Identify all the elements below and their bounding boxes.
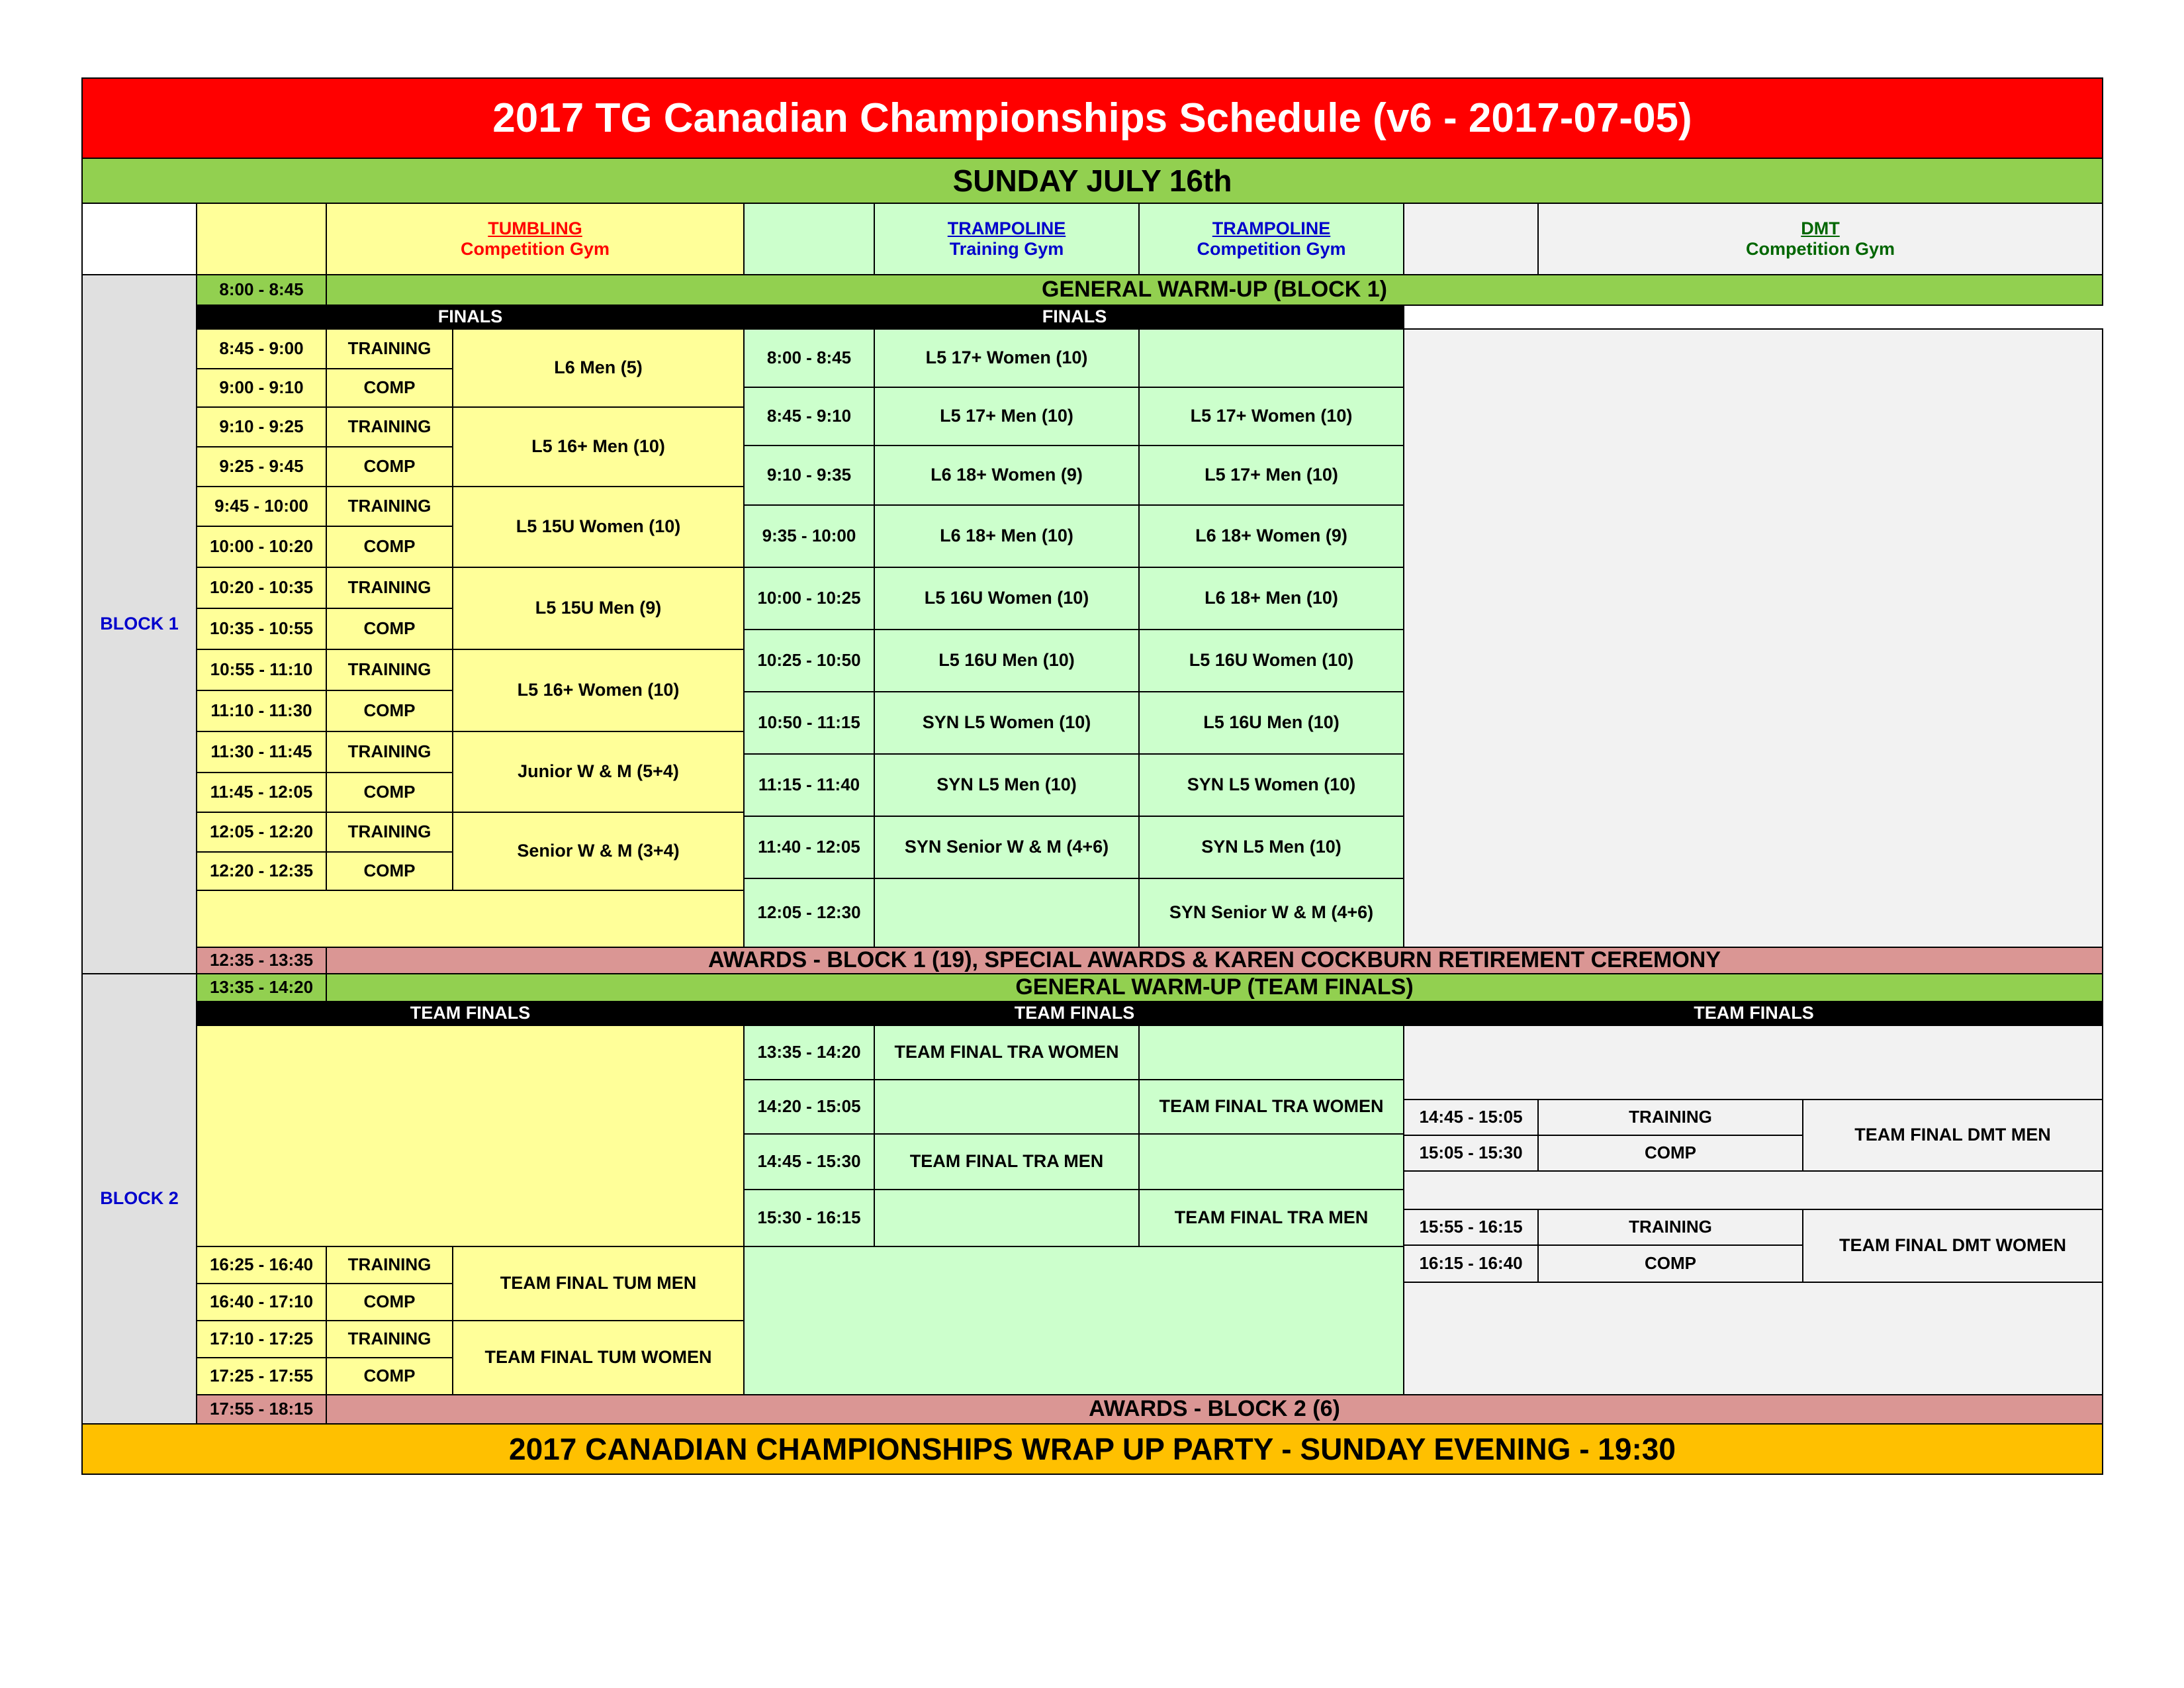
tra-competition-event: L6 18+ Men (10) xyxy=(1138,567,1404,630)
tra-time: 11:15 - 11:40 xyxy=(743,753,875,817)
tum-type: TRAINING xyxy=(326,567,453,609)
tra-training-event: TEAM FINAL TRA WOMEN xyxy=(874,1025,1140,1080)
tum-time: 9:45 - 10:00 xyxy=(196,486,327,527)
tra-training-event: L5 17+ Men (10) xyxy=(874,387,1140,446)
tra-time: 11:40 - 12:05 xyxy=(743,816,875,879)
block1-label: BLOCK 1 xyxy=(81,274,197,974)
header-dmt-link[interactable]: DMT xyxy=(1801,218,1840,238)
tum-type: TRAINING xyxy=(326,328,453,369)
tra-training-event: TEAM FINAL TRA MEN xyxy=(874,1133,1140,1190)
header-dmt-sub: Competition Gym xyxy=(1745,239,1895,259)
trampoline-team-finals-label: TEAM FINALS xyxy=(1014,1003,1135,1023)
tra-competition-event: L5 17+ Women (10) xyxy=(1138,387,1404,446)
tum-event: TEAM FINAL TUM MEN xyxy=(452,1246,745,1321)
tra-training-event: L6 18+ Men (10) xyxy=(874,504,1140,568)
dmt-type: COMP xyxy=(1537,1135,1803,1172)
tum-time: 10:20 - 10:35 xyxy=(196,567,327,609)
dmt-empty-mid xyxy=(1403,1170,2103,1210)
header-dmt xyxy=(1537,203,2103,275)
tum-time: 9:00 - 9:10 xyxy=(196,368,327,408)
tumbling-finals-label: FINALS xyxy=(437,306,503,327)
tum-type: TRAINING xyxy=(326,486,453,527)
trampoline-finals-label: FINALS xyxy=(1042,306,1107,327)
tum-empty-row xyxy=(196,890,745,948)
tra-time: 14:20 - 15:05 xyxy=(743,1079,875,1135)
block1-warmup-time: 8:00 - 8:45 xyxy=(196,274,327,306)
header-blank-block xyxy=(81,203,197,275)
tra-time: 14:45 - 15:30 xyxy=(743,1133,875,1190)
dmt-time: 15:05 - 15:30 xyxy=(1403,1135,1539,1172)
tum-type: TRAINING xyxy=(326,812,453,853)
tum-type: TRAINING xyxy=(326,1320,453,1358)
tum-time: 9:25 - 9:45 xyxy=(196,446,327,487)
tra-training-event xyxy=(874,1079,1140,1135)
tra-training-event: L5 16U Women (10) xyxy=(874,567,1140,630)
dmt-event: TEAM FINAL DMT MEN xyxy=(1802,1099,2103,1172)
tra-training-event: SYN L5 Men (10) xyxy=(874,753,1140,817)
tum-time: 11:45 - 12:05 xyxy=(196,772,327,813)
tra-time: 15:30 - 16:15 xyxy=(743,1189,875,1247)
dmt-empty-bottom xyxy=(1403,1282,2103,1395)
tra-competition-event: TEAM FINAL TRA WOMEN xyxy=(1138,1079,1404,1135)
tum-type: COMP xyxy=(326,1283,453,1321)
block2-tumbling-empty xyxy=(196,1025,745,1247)
tum-time: 10:35 - 10:55 xyxy=(196,608,327,650)
header-tumbling-sub: Competition Gym xyxy=(460,239,610,259)
header-blank-time xyxy=(196,203,327,275)
tum-time: 9:10 - 9:25 xyxy=(196,406,327,447)
block2-warmup-time: 13:35 - 14:20 xyxy=(196,973,327,1002)
tra-competition-event: L5 17+ Men (10) xyxy=(1138,445,1404,506)
tra-training-event: L5 16U Men (10) xyxy=(874,629,1140,692)
tra-time: 8:00 - 8:45 xyxy=(743,328,875,388)
tum-event: Junior W & M (5+4) xyxy=(452,731,745,813)
block1-awards: AWARDS - BLOCK 1 (19), SPECIAL AWARDS & KAREN COCKBURN RETIREMENT CEREMONY xyxy=(326,947,2103,974)
dmt-time: 15:55 - 16:15 xyxy=(1403,1209,1539,1246)
tra-time: 8:45 - 9:10 xyxy=(743,387,875,446)
dmt-type: TRAINING xyxy=(1537,1209,1803,1246)
tum-type: COMP xyxy=(326,1357,453,1395)
header-tra-competition-sub: Competition Gym xyxy=(1197,239,1346,259)
tum-time: 17:10 - 17:25 xyxy=(196,1320,327,1358)
tum-event: TEAM FINAL TUM WOMEN xyxy=(452,1320,745,1395)
dmt-type: COMP xyxy=(1537,1244,1803,1283)
tra-competition-event: TEAM FINAL TRA MEN xyxy=(1138,1189,1404,1247)
tum-time: 17:25 - 17:55 xyxy=(196,1357,327,1395)
header-tumbling xyxy=(326,203,745,275)
tra-time: 10:00 - 10:25 xyxy=(743,567,875,630)
tum-type: TRAINING xyxy=(326,649,453,691)
block2-label: BLOCK 2 xyxy=(81,973,197,1425)
tum-type: TRAINING xyxy=(326,1246,453,1284)
page-title: 2017 TG Canadian Championships Schedule (v6 - 2017-07-05) xyxy=(81,77,2103,159)
header-tumbling-link[interactable]: TUMBLING xyxy=(488,218,582,238)
dmt-type: TRAINING xyxy=(1537,1099,1803,1136)
tum-time: 10:00 - 10:20 xyxy=(196,526,327,568)
tum-event: L5 16+ Women (10) xyxy=(452,649,745,732)
tra-competition-event: SYN L5 Women (10) xyxy=(1138,753,1404,817)
tra-competition-event: L5 16U Women (10) xyxy=(1138,629,1404,692)
block1-awards-time: 12:35 - 13:35 xyxy=(196,947,327,974)
dmt-team-finals-label: TEAM FINALS xyxy=(1694,1003,1814,1023)
tra-competition-event: SYN L5 Men (10) xyxy=(1138,816,1404,879)
header-blank-tra-time xyxy=(743,203,875,275)
header-tra-competition-link[interactable]: TRAMPOLINE xyxy=(1212,218,1331,238)
tra-training-event xyxy=(874,878,1140,948)
tra-time: 12:05 - 12:30 xyxy=(743,878,875,948)
tum-type: COMP xyxy=(326,368,453,408)
tra-competition-event: L5 16U Men (10) xyxy=(1138,691,1404,755)
block1-dmt-empty xyxy=(1403,328,2103,948)
block2-warmup: GENERAL WARM-UP (TEAM FINALS) xyxy=(326,973,2103,1002)
header-blank-dmt-time xyxy=(1403,203,1539,275)
tra-training-event: SYN L5 Women (10) xyxy=(874,691,1140,755)
tra-competition-event: L6 18+ Women (9) xyxy=(1138,504,1404,568)
tum-event: L6 Men (5) xyxy=(452,328,745,408)
block1-warmup: GENERAL WARM-UP (BLOCK 1) xyxy=(326,274,2103,306)
tum-type: COMP xyxy=(326,851,453,891)
party-banner: 2017 CANADIAN CHAMPIONSHIPS WRAP UP PARTY - SUNDAY EVENING - 19:30 xyxy=(81,1423,2103,1475)
tum-type: COMP xyxy=(326,608,453,650)
tra-competition-event xyxy=(1138,328,1404,388)
tra-time: 9:35 - 10:00 xyxy=(743,504,875,568)
block2-awards-time: 17:55 - 18:15 xyxy=(196,1394,327,1425)
block1-finals-bar xyxy=(196,305,1404,330)
header-tra-training-link[interactable]: TRAMPOLINE xyxy=(947,218,1066,238)
tra-empty-area xyxy=(743,1246,1404,1395)
dmt-empty-top xyxy=(1403,1025,2103,1100)
tra-time: 10:50 - 11:15 xyxy=(743,691,875,755)
header-tra-training xyxy=(874,203,1140,275)
dmt-time: 16:15 - 16:40 xyxy=(1403,1244,1539,1283)
dmt-event: TEAM FINAL DMT WOMEN xyxy=(1802,1209,2103,1283)
block2-team-finals-bar xyxy=(196,1001,2103,1026)
tum-event: Senior W & M (3+4) xyxy=(452,812,745,891)
tum-time: 16:40 - 17:10 xyxy=(196,1283,327,1321)
tum-time: 10:55 - 11:10 xyxy=(196,649,327,691)
tum-type: COMP xyxy=(326,772,453,813)
tra-training-event xyxy=(874,1189,1140,1247)
day-banner: SUNDAY JULY 16th xyxy=(81,158,2103,204)
tum-time: 12:05 - 12:20 xyxy=(196,812,327,853)
tra-competition-event: SYN Senior W & M (4+6) xyxy=(1138,878,1404,948)
tum-time: 12:20 - 12:35 xyxy=(196,851,327,891)
tum-type: COMP xyxy=(326,690,453,732)
tra-time: 10:25 - 10:50 xyxy=(743,629,875,692)
tum-event: L5 15U Men (9) xyxy=(452,567,745,650)
tra-competition-event xyxy=(1138,1133,1404,1190)
tum-event: L5 16+ Men (10) xyxy=(452,406,745,487)
tum-type: TRAINING xyxy=(326,731,453,773)
tra-training-event: L5 17+ Women (10) xyxy=(874,328,1140,388)
tum-time: 11:10 - 11:30 xyxy=(196,690,327,732)
tra-training-event: SYN Senior W & M (4+6) xyxy=(874,816,1140,879)
tum-type: TRAINING xyxy=(326,406,453,447)
tra-training-event: L6 18+ Women (9) xyxy=(874,445,1140,506)
block2-awards: AWARDS - BLOCK 2 (6) xyxy=(326,1394,2103,1425)
tum-event: L5 15U Women (10) xyxy=(452,486,745,568)
tra-time: 9:10 - 9:35 xyxy=(743,445,875,506)
tum-type: COMP xyxy=(326,446,453,487)
tum-time: 11:30 - 11:45 xyxy=(196,731,327,773)
tum-time: 16:25 - 16:40 xyxy=(196,1246,327,1284)
tum-time: 8:45 - 9:00 xyxy=(196,328,327,369)
header-tra-competition xyxy=(1138,203,1404,275)
tumbling-team-finals-label: TEAM FINALS xyxy=(410,1003,531,1023)
tum-type: COMP xyxy=(326,526,453,568)
dmt-time: 14:45 - 15:05 xyxy=(1403,1099,1539,1136)
header-tra-training-sub: Training Gym xyxy=(949,239,1064,259)
tra-time: 13:35 - 14:20 xyxy=(743,1025,875,1080)
tra-competition-event xyxy=(1138,1025,1404,1080)
